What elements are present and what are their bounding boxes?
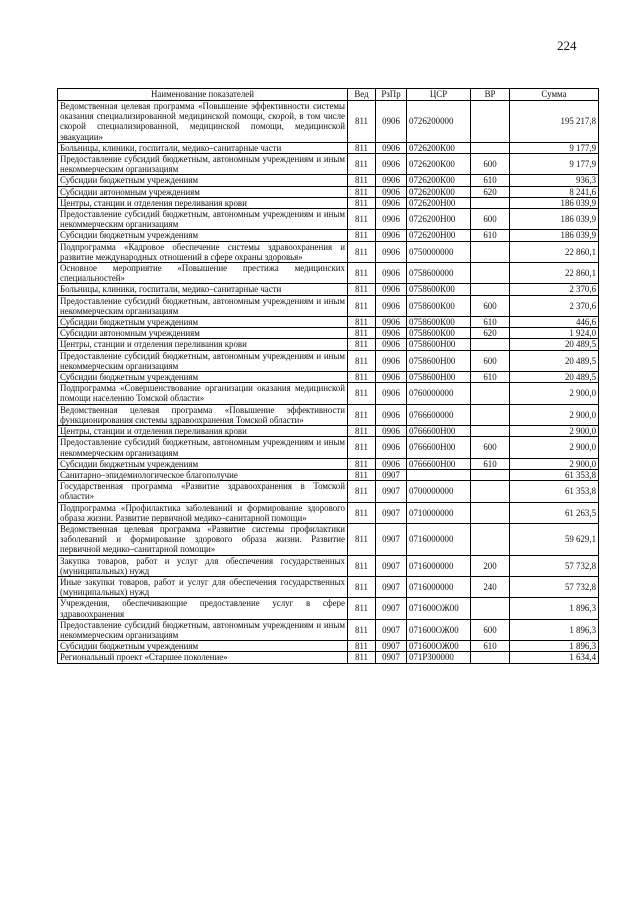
table-row <box>58 197 599 208</box>
table-row <box>58 209 599 230</box>
cell-csr: 0716000000 <box>407 555 471 576</box>
cell-sum: 936,3 <box>510 175 599 186</box>
table-header-row <box>58 89 599 101</box>
cell-ved: 811 <box>348 469 376 480</box>
page-number: 224 <box>557 38 577 53</box>
cell-rzpr: 0907 <box>376 652 407 663</box>
cell-sum: 20 489,5 <box>510 339 599 350</box>
cell-ved: 811 <box>348 576 376 597</box>
cell-ved: 811 <box>348 555 376 576</box>
cell-sum: 446,6 <box>510 317 599 328</box>
cell-vr: 610 <box>471 458 510 469</box>
cell-ved: 811 <box>348 619 376 640</box>
cell-sum: 20 489,5 <box>510 350 599 371</box>
cell-csr: 0726200Н00 <box>407 197 471 208</box>
cell-sum: 22 860,1 <box>510 263 599 284</box>
table-row <box>58 142 599 153</box>
cell-sum: 57 732,8 <box>510 555 599 576</box>
cell-sum: 61 353,8 <box>510 469 599 480</box>
cell-name: Предоставление субсидий бюджетным, автономным учреждениям и иным некоммерческим организациям <box>58 209 348 230</box>
header-rzpr: РзПр <box>376 89 407 101</box>
cell-name: Больницы, клиники, госпитали, медико–санитарные части <box>58 284 348 295</box>
cell-csr: 0766600000 <box>407 404 471 425</box>
cell-rzpr: 0906 <box>376 372 407 383</box>
cell-rzpr: 0906 <box>376 230 407 241</box>
cell-vr: 600 <box>471 350 510 371</box>
table-row <box>58 641 599 652</box>
table-row <box>58 598 599 619</box>
cell-rzpr: 0907 <box>376 555 407 576</box>
cell-rzpr: 0906 <box>376 458 407 469</box>
cell-vr <box>471 426 510 437</box>
cell-sum: 2 900,0 <box>510 458 599 469</box>
cell-csr: 0716000000 <box>407 523 471 555</box>
cell-csr: 0758600К00 <box>407 317 471 328</box>
cell-vr <box>471 197 510 208</box>
cell-rzpr: 0906 <box>376 383 407 404</box>
cell-rzpr: 0906 <box>376 263 407 284</box>
cell-rzpr: 0906 <box>376 284 407 295</box>
cell-rzpr: 0906 <box>376 350 407 371</box>
cell-sum: 9 177,9 <box>510 154 599 175</box>
cell-vr <box>471 241 510 262</box>
cell-ved: 811 <box>348 404 376 425</box>
cell-csr: 0726200Н00 <box>407 209 471 230</box>
cell-sum: 195 217,8 <box>510 101 599 143</box>
cell-name: Ведомственная целевая программа «Повышение эффективности системы оказания специализированной медицинской помощи, скорой, в том числе скорой специализированной, медицинской помощи, медицинской эвакуации» <box>58 101 348 143</box>
cell-name: Предоставление субсидий бюджетным, автономным учреждениям и иным некоммерческим организациям <box>58 619 348 640</box>
cell-name: Иные закупки товаров, работ и услуг для обеспечения государственных (муниципальных) нужд <box>58 576 348 597</box>
cell-sum: 20 489,5 <box>510 372 599 383</box>
cell-ved: 811 <box>348 241 376 262</box>
cell-rzpr: 0907 <box>376 481 407 502</box>
cell-name: Учреждения, обеспечивающие предоставление услуг в сфере здравоохранения <box>58 598 348 619</box>
cell-name: Центры, станции и отделения переливания крови <box>58 197 348 208</box>
cell-sum: 2 900,0 <box>510 426 599 437</box>
cell-rzpr: 0907 <box>376 523 407 555</box>
cell-sum: 1 896,3 <box>510 598 599 619</box>
cell-csr: 0760000000 <box>407 383 471 404</box>
cell-name: Предоставление субсидий бюджетным, автономным учреждениям и иным некоммерческим организациям <box>58 295 348 316</box>
cell-name: Ведомственная целевая программа «Повышение эффективности функционирования системы здравоохранения Томской области» <box>58 404 348 425</box>
cell-ved: 811 <box>348 284 376 295</box>
cell-name: Субсидии бюджетным учреждениям <box>58 641 348 652</box>
cell-ved: 811 <box>348 350 376 371</box>
cell-csr: 0726200Н00 <box>407 230 471 241</box>
cell-csr: 0766600Н00 <box>407 426 471 437</box>
cell-ved: 811 <box>348 175 376 186</box>
cell-rzpr: 0906 <box>376 175 407 186</box>
table-row <box>58 339 599 350</box>
cell-rzpr: 0907 <box>376 598 407 619</box>
cell-name: Региональный проект «Старшее поколение» <box>58 652 348 663</box>
cell-csr: 0726200К00 <box>407 175 471 186</box>
cell-csr: 0750000000 <box>407 241 471 262</box>
table-row <box>58 154 599 175</box>
cell-name: Ведомственная целевая программа «Развитие системы профилактики заболеваний и формирование здорового образа жизни. Развитие первичной медико–санитарной помощи» <box>58 523 348 555</box>
cell-name: Субсидии бюджетным учреждениям <box>58 230 348 241</box>
cell-csr: 0758600Н00 <box>407 339 471 350</box>
cell-ved: 811 <box>348 101 376 143</box>
cell-sum: 61 263,5 <box>510 502 599 523</box>
cell-sum: 2 370,6 <box>510 295 599 316</box>
cell-name: Предоставление субсидий бюджетным, автономным учреждениям и иным некоммерческим организациям <box>58 437 348 458</box>
cell-vr: 610 <box>471 641 510 652</box>
cell-csr: 071600ОЖ00 <box>407 598 471 619</box>
cell-ved: 811 <box>348 372 376 383</box>
cell-name: Субсидии бюджетным учреждениям <box>58 175 348 186</box>
cell-vr <box>471 263 510 284</box>
cell-name: Центры, станции и отделения переливания крови <box>58 339 348 350</box>
cell-vr <box>471 469 510 480</box>
cell-vr: 600 <box>471 209 510 230</box>
cell-name: Субсидии бюджетным учреждениям <box>58 317 348 328</box>
cell-ved: 811 <box>348 437 376 458</box>
cell-sum: 186 039,9 <box>510 197 599 208</box>
cell-name: Закупка товаров, работ и услуг для обеспечения государственных (муниципальных) нужд <box>58 555 348 576</box>
cell-csr: 0766600Н00 <box>407 458 471 469</box>
table-row <box>58 230 599 241</box>
cell-name: Предоставление субсидий бюджетным, автономным учреждениям и иным некоммерческим организациям <box>58 154 348 175</box>
cell-rzpr: 0907 <box>376 502 407 523</box>
cell-name: Подпрограмма «Кадровое обеспечение системы здравоохранения и развитие международных отношений в сфере охраны здоровья» <box>58 241 348 262</box>
cell-sum: 2 370,6 <box>510 284 599 295</box>
cell-rzpr: 0906 <box>376 101 407 143</box>
cell-ved: 811 <box>348 328 376 339</box>
cell-rzpr: 0906 <box>376 426 407 437</box>
cell-csr: 0758600К00 <box>407 328 471 339</box>
table-row <box>58 328 599 339</box>
cell-vr <box>471 598 510 619</box>
table-row <box>58 372 599 383</box>
cell-sum: 186 039,9 <box>510 209 599 230</box>
cell-ved: 811 <box>348 652 376 663</box>
table-row <box>58 619 599 640</box>
cell-vr <box>471 502 510 523</box>
header-vr: ВР <box>471 89 510 101</box>
cell-vr <box>471 339 510 350</box>
table-row <box>58 317 599 328</box>
cell-rzpr: 0906 <box>376 295 407 316</box>
cell-sum: 1 896,3 <box>510 619 599 640</box>
cell-csr: 071600ОЖ00 <box>407 619 471 640</box>
cell-ved: 811 <box>348 186 376 197</box>
cell-rzpr: 0906 <box>376 317 407 328</box>
cell-rzpr: 0907 <box>376 641 407 652</box>
table-row <box>58 481 599 502</box>
cell-sum: 1 896,3 <box>510 641 599 652</box>
table-row <box>58 404 599 425</box>
cell-vr: 600 <box>471 154 510 175</box>
cell-sum: 2 900,0 <box>510 404 599 425</box>
cell-vr: 200 <box>471 555 510 576</box>
cell-csr: 0726200К00 <box>407 186 471 197</box>
cell-ved: 811 <box>348 263 376 284</box>
cell-rzpr: 0907 <box>376 469 407 480</box>
cell-csr: 071600ОЖ00 <box>407 641 471 652</box>
cell-vr <box>471 142 510 153</box>
cell-vr: 620 <box>471 328 510 339</box>
cell-csr: 0726200000 <box>407 101 471 143</box>
table-row <box>58 523 599 555</box>
header-ved: Вед <box>348 89 376 101</box>
table-row <box>58 576 599 597</box>
cell-name: Субсидии автономным учреждениям <box>58 328 348 339</box>
cell-csr: 0758600Н00 <box>407 372 471 383</box>
table-row <box>58 437 599 458</box>
cell-name: Субсидии автономным учреждениям <box>58 186 348 197</box>
cell-rzpr: 0906 <box>376 154 407 175</box>
table-row <box>58 555 599 576</box>
cell-rzpr: 0906 <box>376 197 407 208</box>
cell-ved: 811 <box>348 598 376 619</box>
cell-vr: 600 <box>471 619 510 640</box>
cell-name: Подпрограмма «Совершенствование организации оказания медицинской помощи населению Томской области» <box>58 383 348 404</box>
cell-vr: 610 <box>471 175 510 186</box>
cell-ved: 811 <box>348 154 376 175</box>
cell-ved: 811 <box>348 458 376 469</box>
table-row <box>58 652 599 663</box>
cell-sum: 57 732,8 <box>510 576 599 597</box>
cell-vr <box>471 101 510 143</box>
cell-csr: 0726200К00 <box>407 154 471 175</box>
cell-vr <box>471 383 510 404</box>
cell-sum: 22 860,1 <box>510 241 599 262</box>
cell-sum: 8 241,6 <box>510 186 599 197</box>
cell-ved: 811 <box>348 502 376 523</box>
cell-vr: 610 <box>471 372 510 383</box>
cell-vr <box>471 523 510 555</box>
table-row <box>58 350 599 371</box>
cell-rzpr: 0906 <box>376 142 407 153</box>
cell-sum: 1 634,4 <box>510 652 599 663</box>
cell-csr: 071Р300000 <box>407 652 471 663</box>
cell-vr: 600 <box>471 437 510 458</box>
header-name: Наименование показателей <box>58 89 348 101</box>
cell-vr: 620 <box>471 186 510 197</box>
cell-csr: 0758600К00 <box>407 284 471 295</box>
cell-name: Основное мероприятие «Повышение престижа медицинских специальностей» <box>58 263 348 284</box>
table-row <box>58 458 599 469</box>
cell-sum: 9 177,9 <box>510 142 599 153</box>
cell-csr: 0758600000 <box>407 263 471 284</box>
cell-ved: 811 <box>348 317 376 328</box>
cell-ved: 811 <box>348 209 376 230</box>
table-row <box>58 175 599 186</box>
cell-vr <box>471 284 510 295</box>
cell-csr: 0766600Н00 <box>407 437 471 458</box>
cell-sum: 186 039,9 <box>510 230 599 241</box>
cell-csr: 0700000000 <box>407 481 471 502</box>
cell-sum: 59 629,1 <box>510 523 599 555</box>
table-row <box>58 383 599 404</box>
cell-name: Подпрограмма «Профилактика заболеваний и формирование здорового образа жизни. Развитие первичной медико–санитарной помощи» <box>58 502 348 523</box>
table-row <box>58 263 599 284</box>
header-sum: Сумма <box>510 89 599 101</box>
cell-name: Санитарно–эпидемиологическое благополучие <box>58 469 348 480</box>
cell-csr: 0710000000 <box>407 502 471 523</box>
cell-name: Центры, станции и отделения переливания крови <box>58 426 348 437</box>
cell-csr <box>407 469 471 480</box>
header-csr: ЦСР <box>407 89 471 101</box>
cell-rzpr: 0906 <box>376 339 407 350</box>
cell-rzpr: 0907 <box>376 619 407 640</box>
table-row <box>58 284 599 295</box>
cell-vr <box>471 652 510 663</box>
cell-sum: 2 900,0 <box>510 437 599 458</box>
budget-table <box>57 88 599 664</box>
cell-ved: 811 <box>348 230 376 241</box>
cell-ved: 811 <box>348 523 376 555</box>
cell-rzpr: 0906 <box>376 209 407 230</box>
cell-ved: 811 <box>348 426 376 437</box>
cell-rzpr: 0906 <box>376 404 407 425</box>
table-row <box>58 295 599 316</box>
cell-vr: 610 <box>471 317 510 328</box>
cell-ved: 811 <box>348 142 376 153</box>
table-row <box>58 186 599 197</box>
cell-name: Субсидии бюджетным учреждениям <box>58 458 348 469</box>
cell-rzpr: 0907 <box>376 576 407 597</box>
cell-vr <box>471 481 510 502</box>
cell-sum: 2 900,0 <box>510 383 599 404</box>
cell-name: Больницы, клиники, госпитали, медико–санитарные части <box>58 142 348 153</box>
cell-sum: 61 353,8 <box>510 481 599 502</box>
cell-vr: 600 <box>471 295 510 316</box>
cell-csr: 0726200К00 <box>407 142 471 153</box>
cell-name: Государственная программа «Развитие здравоохранения в Томской области» <box>58 481 348 502</box>
cell-rzpr: 0906 <box>376 437 407 458</box>
table-row <box>58 101 599 143</box>
table-row <box>58 241 599 262</box>
cell-rzpr: 0906 <box>376 328 407 339</box>
cell-csr: 0758600К00 <box>407 295 471 316</box>
cell-ved: 811 <box>348 295 376 316</box>
cell-csr: 0758600Н00 <box>407 350 471 371</box>
cell-rzpr: 0906 <box>376 241 407 262</box>
cell-vr: 240 <box>471 576 510 597</box>
cell-ved: 811 <box>348 481 376 502</box>
table-row <box>58 502 599 523</box>
cell-sum: 1 924,0 <box>510 328 599 339</box>
cell-csr: 0716000000 <box>407 576 471 597</box>
cell-rzpr: 0906 <box>376 186 407 197</box>
cell-ved: 811 <box>348 383 376 404</box>
cell-ved: 811 <box>348 339 376 350</box>
cell-ved: 811 <box>348 641 376 652</box>
table-body <box>58 101 599 664</box>
cell-vr <box>471 404 510 425</box>
table-row <box>58 469 599 480</box>
table-row <box>58 426 599 437</box>
cell-ved: 811 <box>348 197 376 208</box>
cell-vr: 610 <box>471 230 510 241</box>
cell-name: Предоставление субсидий бюджетным, автономным учреждениям и иным некоммерческим организациям <box>58 350 348 371</box>
cell-name: Субсидии бюджетным учреждениям <box>58 372 348 383</box>
